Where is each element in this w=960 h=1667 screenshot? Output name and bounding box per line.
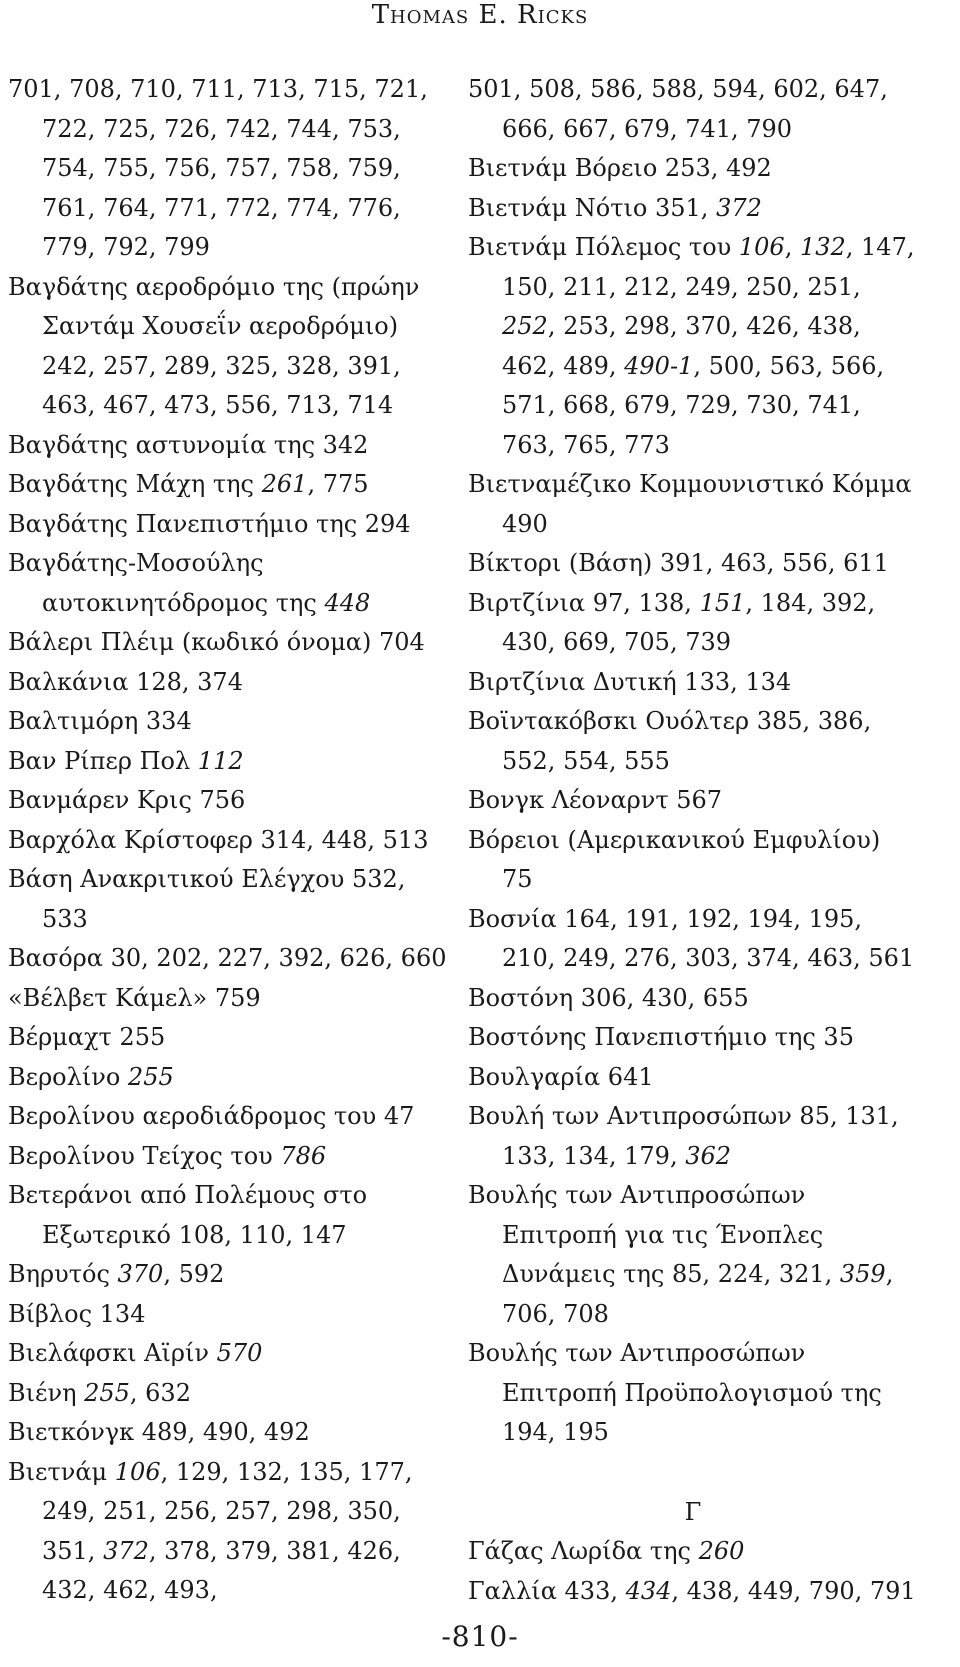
index-entry [468,544,918,584]
index-entry [8,742,448,782]
index-entry-text: Βουλής των Αντιπροσώπων Επιτροπή για τις Ένοπλες Δυνάμεις της 85, 224, 321, [468,1181,840,1288]
index-column-left [8,70,448,1611]
index-entry [8,1097,448,1137]
index-entry [8,70,448,268]
index-entry [8,1334,448,1374]
page-number: -810- [441,1620,519,1653]
index-entry-italic-locator: 132 [799,233,846,261]
index-entry-text: Βαγδάτης Πανεπιστήμιο της 294 [8,509,411,538]
index-entry [468,1334,918,1453]
index-entry-text: , 592 [163,1260,225,1288]
index-entry-text: Βιετνάμ Βόρειο 253, 492 [468,154,772,182]
index-entry [468,1097,918,1176]
index-entry-text: Βόρειοι (Αμερικανικού Εμφυλίου) 75 [468,825,881,893]
index-entry-text: , 253, 298, 370, 426, 438, 462, 489, [502,312,861,380]
index-entry [8,1453,448,1611]
index-entry-italic-locator: 570 [216,1339,263,1367]
index-entry-text: Βουλής των Αντιπροσώπων Επιτροπή Προϋπολογισμού της 194, 195 [468,1339,882,1446]
index-entry-text: , 184, 392, 430, 669, 705, 739 [502,588,876,656]
index-entry-text: , 632 [129,1378,191,1407]
index-entry-text: , 147, 150, 211, 212, 249, 250, 251, [502,233,915,301]
index-entry [8,1295,448,1335]
index-entry [8,1176,448,1255]
index-entry [468,821,918,900]
index-entry-text: Βαρχόλα Κρίστοφερ 314, 448, 513 [8,825,429,854]
index-entry [8,860,448,939]
index-entry-text: «Βέλβετ Κάμελ» 759 [8,983,261,1012]
index-entry-text: , 500, 563, 566, 571, 668, 679, 729, 730, 741, 763, 765, 773 [502,351,885,459]
index-entry [468,1176,918,1334]
index-entry-italic-locator: 112 [197,746,244,775]
index-entry-italic-locator: 372 [103,1536,149,1565]
index-entry-text: Βερολίνου Τείχος του [8,1141,281,1170]
index-entry-italic-locator: 434 [625,1576,672,1605]
index-entry-text: Βιετκόνγκ 489, 490, 492 [8,1418,310,1446]
index-column-right [468,70,918,1611]
index-entry-italic-locator: 252 [502,312,548,340]
index-entry-text: Βιετνάμ [8,1457,115,1486]
index-entry-text: Βανμάρεν Κρις 756 [8,786,246,814]
index-entry-text: Βουλή των Αντιπροσώπων 85, 131, 133, 134, 179, [468,1102,899,1170]
index-entry [468,189,918,229]
index-entry [8,702,448,742]
index-entry-text: Βιελάφσκι Αϊρίν [8,1339,217,1367]
index-entry-text: Βουλγαρία 641 [468,1062,654,1091]
index-entry [468,228,918,465]
index-entry [8,939,448,979]
index-entry-italic-locator: 362 [685,1141,732,1170]
index-entry-text: Βοϊντακόβσκι Ουόλτερ 385, 386, 552, 554, 555 [468,707,872,775]
index-entry-text: Βιετνάμ Νότιο 351, [468,193,717,222]
index-entry-text: Βαγδάτης Μάχη της [8,470,262,498]
index-entry-text: Βαν Ρίπερ Πολ [8,746,198,775]
index-entry-text: , 129, 132, 135, 177, 249, 251, 256, 257, 298, 350, 351, [42,1457,413,1565]
index-entry-text: Βοσνία 164, 191, 192, 194, 195, 210, 249, 276, 303, 374, 463, 561 [468,904,915,972]
index-entry-text: Βιετναμέζικο Κομμουνιστικό Κόμμα 490 [468,470,912,538]
index-entry-italic-locator: 786 [280,1141,327,1170]
index-entry-text: Βοστόνη 306, 430, 655 [468,983,749,1012]
index-entry-text: Βαγδάτης αεροδρόμιο της (πρώην Σαντάμ Χουσεΐν αεροδρόμιο) 242, 257, 289, 325, 328, 391, 463, 467, 473, 556, 713, 714 [8,272,420,419]
index-entry-italic-locator: 261 [261,470,308,498]
index-entry [8,979,448,1019]
index-entry [8,1058,448,1098]
index-entry-text: , 378, 379, 381, 426, 432, 462, 493, [42,1536,401,1604]
index-entry [468,584,918,663]
index-entry-italic-locator: 372 [716,193,762,222]
running-head: Thomas E. Ricks [371,0,589,30]
index-entry-italic-locator: 151 [699,588,746,617]
index-entry [468,1058,918,1098]
index-entry-text: Βέρμαχτ 255 [8,1023,166,1051]
index-entry-text: Βάλερι Πλέιμ (κωδικό όνομα) 704 [8,628,425,656]
index-entry [8,1018,448,1058]
index-entry [468,1572,918,1612]
index-entry-text: , 438, 449, 790, 791 [671,1576,916,1605]
index-entry [8,544,448,623]
index-entry-text: Γαλλία 433, [468,1576,626,1605]
index-entry [468,781,918,821]
index-entry-italic-locator: 448 [324,588,371,617]
index-entry [8,663,448,703]
index-entry [468,900,918,979]
index-entry-italic-locator: 490-1 [624,351,694,380]
index-entry-italic-locator: 255 [84,1378,130,1407]
index-entry-text: 701, 708, 710, 711, 713, 715, 721, 722, 725, 726, 742, 744, 753, 754, 755, 756, 757, 758, 759, 761, 764, 771, 772, 774, 776, 779, 792, 799 [8,75,428,261]
index-entry [8,1137,448,1177]
index-entry-text: Βιρτζίνια Δυτική 133, 134 [468,667,792,696]
index-entry [8,623,448,663]
index-entry [468,1532,918,1572]
index-section-letter: Γ [684,1497,702,1526]
index-entry [468,979,918,1019]
index-entry-italic-locator: 359 [839,1260,886,1288]
index-entry-italic-locator: 106 [738,233,785,261]
index-entry-italic-locator: 106 [114,1457,161,1486]
index-entry [468,70,918,149]
index-entry-text: Γάζας Λωρίδα της [468,1537,699,1565]
index-entry [468,1018,918,1058]
index-entry-text: Βασόρα 30, 202, 227, 392, 626, 660 [8,944,447,972]
index-entry [8,821,448,861]
index-entry-text: Βάση Ανακριτικού Ελέγχου 532, 533 [8,865,406,933]
index-entry-text: Βαγδάτης-Μοσούλης αυτοκινητόδρομος της [8,549,325,617]
index-entry [468,465,918,544]
index-entry-text: Βιρτζίνια 97, 138, [468,588,700,617]
index-entry-text: Βηρυτός [8,1260,118,1288]
index-entry-text: 501, 508, 586, 588, 594, 602, 647, 666, 667, 679, 741, 790 [468,75,888,143]
index-entry-text: , 706, 708 [502,1260,894,1328]
index-entry-text: Βιετνάμ Πόλεμος του [468,233,739,261]
index-entry-text: Βαλκάνια 128, 374 [8,667,243,696]
index-entry-text: Βερολίνου αεροδιάδρομος του 47 [8,1102,415,1130]
index-entry [8,426,448,466]
index-entry-text: Βονγκ Λέοναρντ 567 [468,786,723,814]
index-entry-text: , [784,233,800,261]
index-entry [468,663,918,703]
index-entry [8,268,448,426]
index-entry [468,702,918,781]
index-entry [8,465,448,505]
index-entry-text: Βοστόνης Πανεπιστήμιο της 35 [468,1023,854,1051]
index-entry [8,1413,448,1453]
index-entry-text: Βίβλος 134 [8,1299,146,1328]
index-entry-italic-locator: 370 [117,1260,164,1288]
index-entry-text: Βιένη [8,1378,85,1407]
index-entry-text: Βετεράνοι από Πολέμους στο Εξωτερικό 108, 110, 147 [8,1181,368,1249]
index-entry [8,505,448,545]
index-entry [8,1255,448,1295]
index-entry-text: Βαλτιμόρη 334 [8,707,192,735]
index-entry-text: , 775 [307,470,369,498]
index-entry-italic-locator: 260 [698,1537,745,1565]
index-entry-text: Βίκτορι (Βάση) 391, 463, 556, 611 [468,549,889,577]
index-entry-text: Βερολίνο [8,1062,128,1091]
index-entry [8,1374,448,1414]
index-entry [468,149,918,189]
index-entry-italic-locator: 255 [127,1062,174,1091]
index-entry-text: Βαγδάτης αστυνομία της 342 [8,430,369,459]
index-entry [8,781,448,821]
